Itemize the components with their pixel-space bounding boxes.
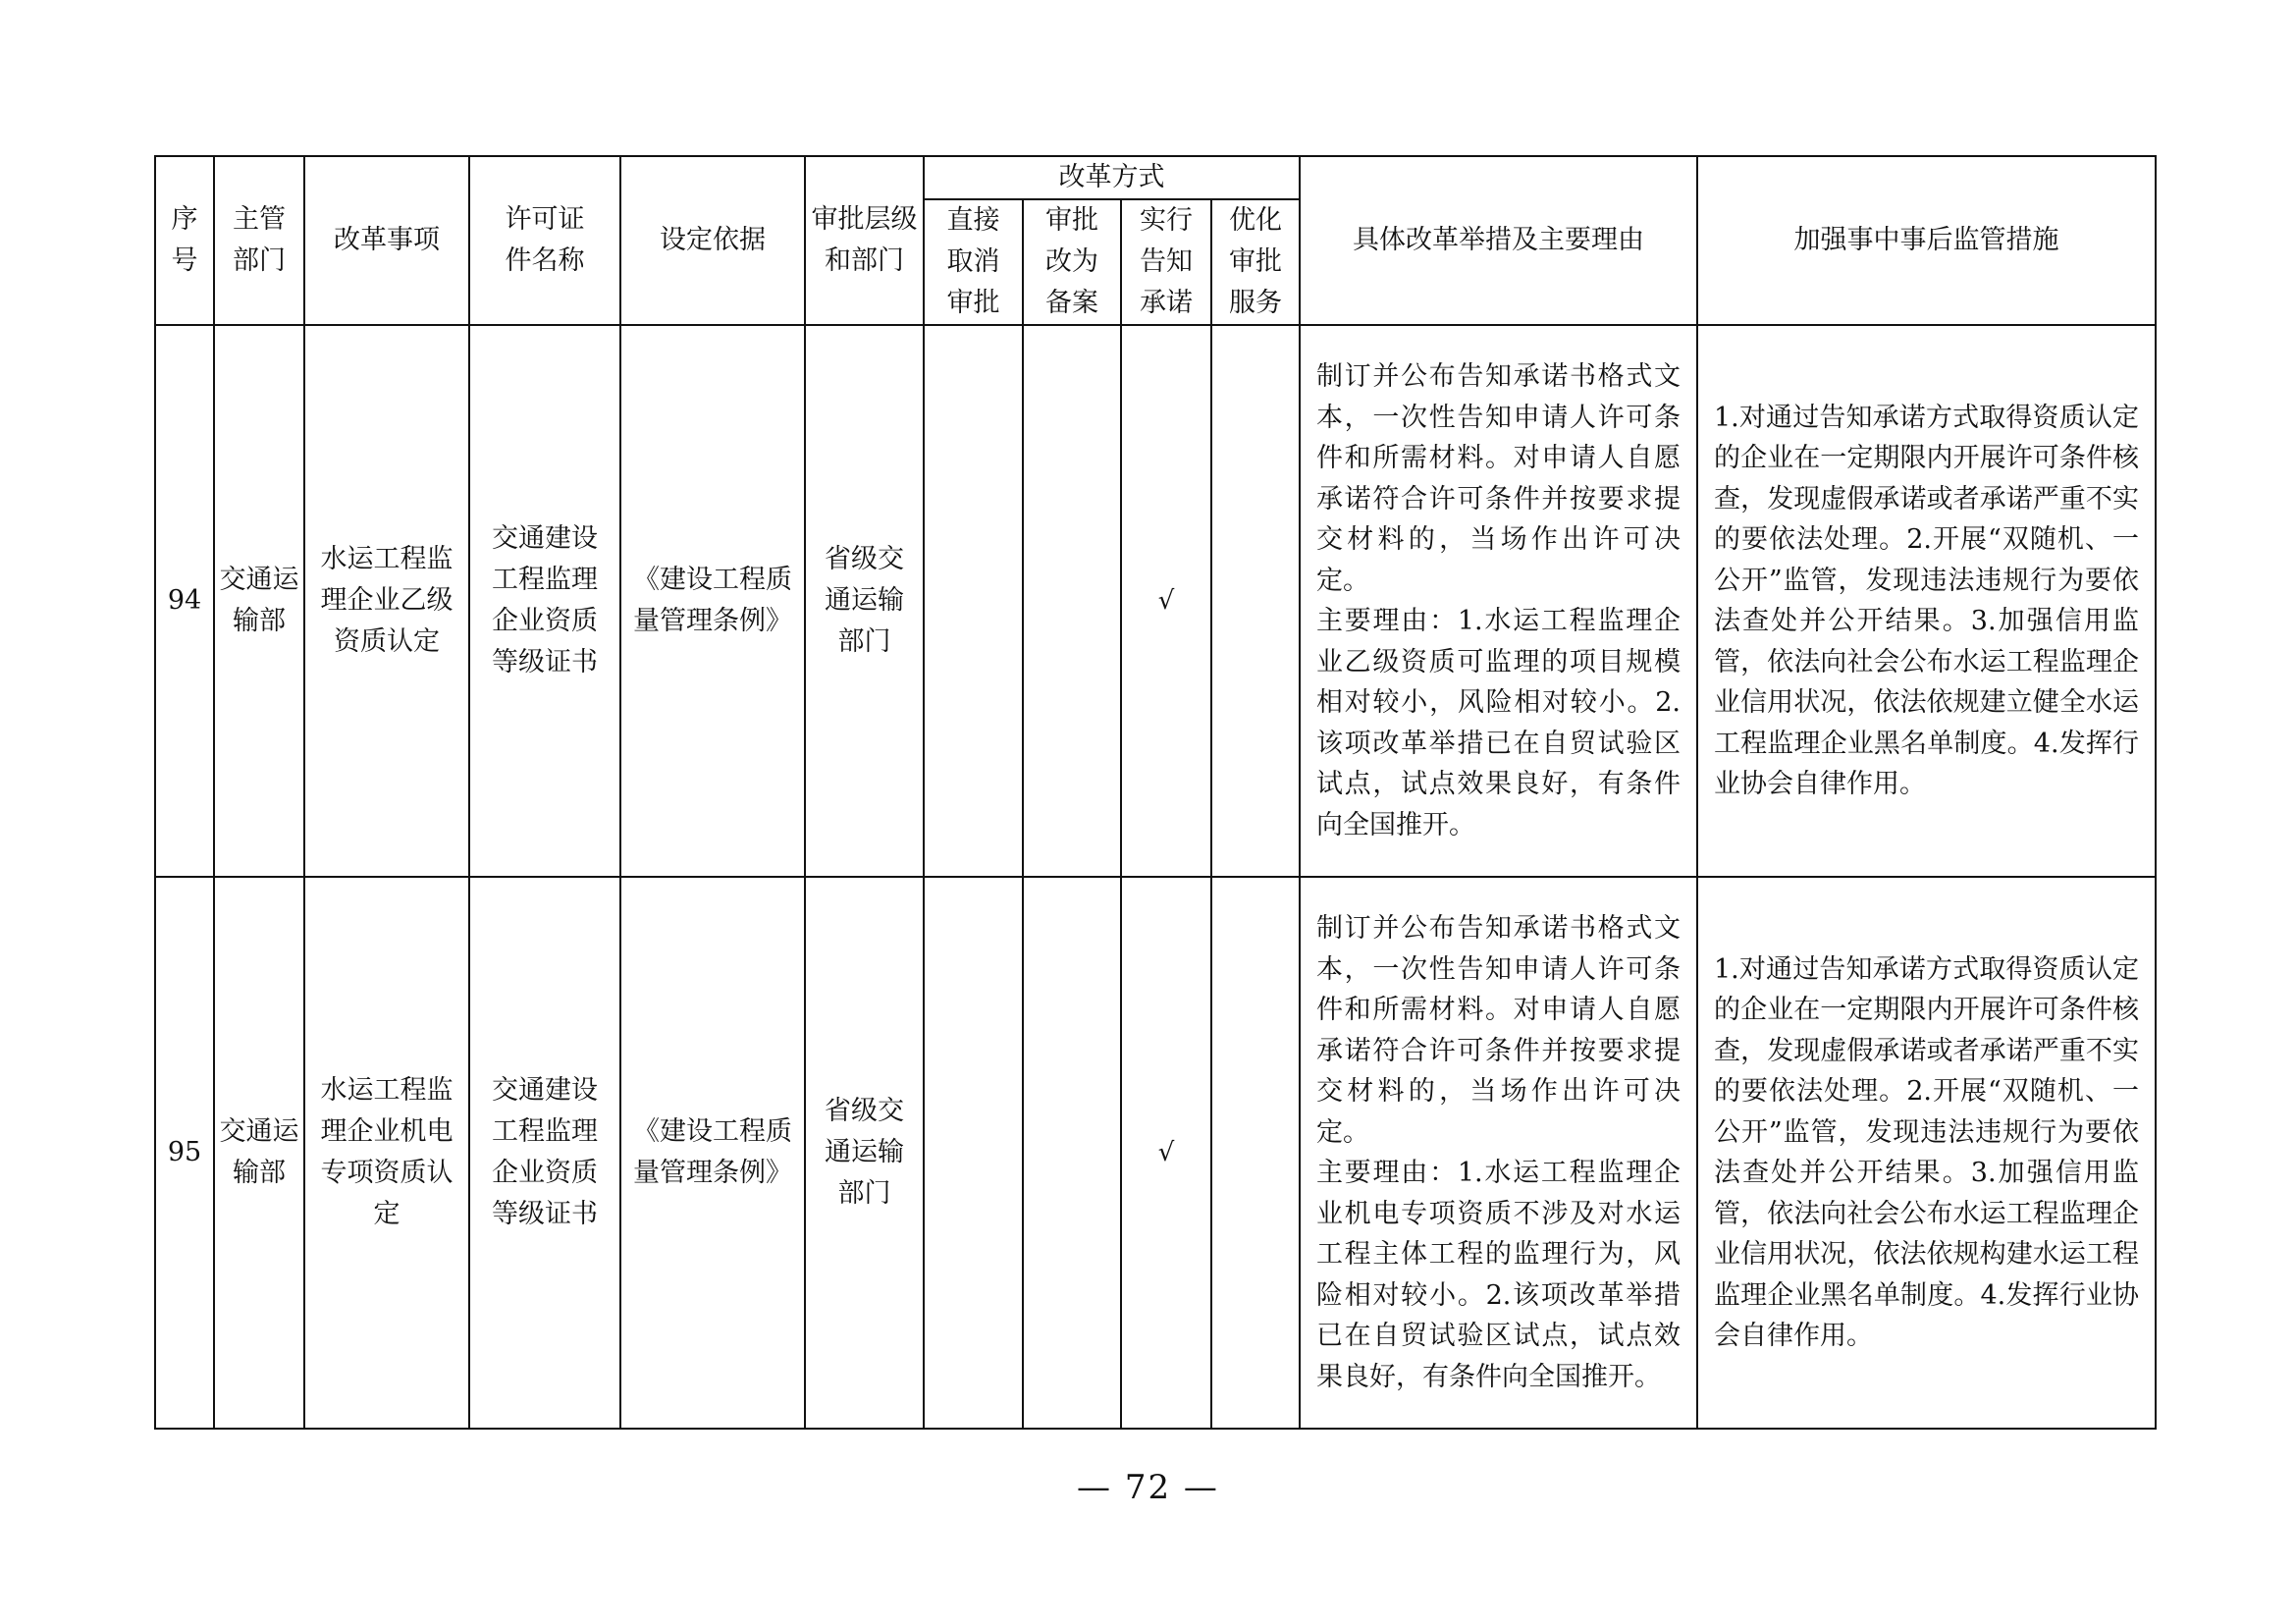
header-method-cancel: 直接取消审批	[924, 199, 1023, 325]
cell-method-optimize	[1211, 325, 1300, 877]
header-supervision: 加强事中事后监管措施	[1697, 156, 2156, 325]
header-method-optimize: 优化审批服务	[1211, 199, 1300, 325]
cell-method-promise: √	[1121, 325, 1211, 877]
table-row	[155, 325, 2156, 877]
cell-method-promise: √	[1121, 877, 1211, 1429]
header-basis: 设定依据	[620, 156, 805, 325]
cell-method-record	[1023, 325, 1121, 877]
reform-table	[154, 155, 2157, 1430]
cell-measures: 制订并公布告知承诺书格式文本，一次性告知申请人许可条件和所需材料。对申请人自愿承诺符合许可条件并按要求提交材料的，当场作出许可决定。 主要理由：1.水运工程监理企业乙级资质可监理的项目规模相对较小，风险相对较小。2.该项改革举措已在自贸试验区试点，试点效果良好，有条件向全国推开。	[1300, 325, 1697, 877]
header-license: 许可证件名称	[469, 156, 620, 325]
cell-basis: 《建设工程质量管理条例》	[620, 877, 805, 1429]
cell-dept: 交通运输部	[214, 877, 304, 1429]
header-seq: 序号	[155, 156, 214, 325]
cell-level: 省级交通运输部门	[805, 877, 924, 1429]
cell-seq: 94	[155, 325, 214, 877]
header-item: 改革事项	[304, 156, 469, 325]
cell-dept: 交通运输部	[214, 325, 304, 877]
header-dept: 主管部门	[214, 156, 304, 325]
cell-item: 水运工程监理企业机电专项资质认定	[304, 877, 469, 1429]
cell-method-record	[1023, 877, 1121, 1429]
page-number: — 72 —	[1077, 1468, 1219, 1507]
table-row	[155, 877, 2156, 1429]
header-level: 审批层级和部门	[805, 156, 924, 325]
cell-method-cancel	[924, 325, 1023, 877]
cell-seq: 95	[155, 877, 214, 1429]
header-method-group: 改革方式	[924, 156, 1300, 199]
header-measures: 具体改革举措及主要理由	[1300, 156, 1697, 325]
cell-measures: 制订并公布告知承诺书格式文本，一次性告知申请人许可条件和所需材料。对申请人自愿承诺符合许可条件并按要求提交材料的，当场作出许可决定。 主要理由：1.水运工程监理企业机电专项资质不涉及对水运工程主体工程的监理行为，风险相对较小。2.该项改革举措已在自贸试验区试点，试点效果良好，有条件向全国推开。	[1300, 877, 1697, 1429]
cell-method-optimize	[1211, 877, 1300, 1429]
cell-license: 交通建设工程监理企业资质等级证书	[469, 877, 620, 1429]
cell-basis: 《建设工程质量管理条例》	[620, 325, 805, 877]
cell-method-cancel	[924, 877, 1023, 1429]
cell-supervision: 1.对通过告知承诺方式取得资质认定的企业在一定期限内开展许可条件核查，发现虚假承诺或者承诺严重不实的要依法处理。2.开展“双随机、一公开”监管，发现违法违规行为要依法查处并公开结果。3.加强信用监管，依法向社会公布水运工程监理企业信用状况，依法依规建立健全水运工程监理企业黑名单制度。4.发挥行业协会自律作用。	[1697, 325, 2156, 877]
header-method-record: 审批改为备案	[1023, 199, 1121, 325]
cell-license: 交通建设工程监理企业资质等级证书	[469, 325, 620, 877]
header-method-promise: 实行告知承诺	[1121, 199, 1211, 325]
cell-supervision: 1.对通过告知承诺方式取得资质认定的企业在一定期限内开展许可条件核查，发现虚假承诺或者承诺严重不实的要依法处理。2.开展“双随机、一公开”监管，发现违法违规行为要依法查处并公开结果。3.加强信用监管，依法向社会公布水运工程监理企业信用状况，依法依规构建水运工程监理企业黑名单制度。4.发挥行业协会自律作用。	[1697, 877, 2156, 1429]
cell-item: 水运工程监理企业乙级资质认定	[304, 325, 469, 877]
cell-level: 省级交通运输部门	[805, 325, 924, 877]
